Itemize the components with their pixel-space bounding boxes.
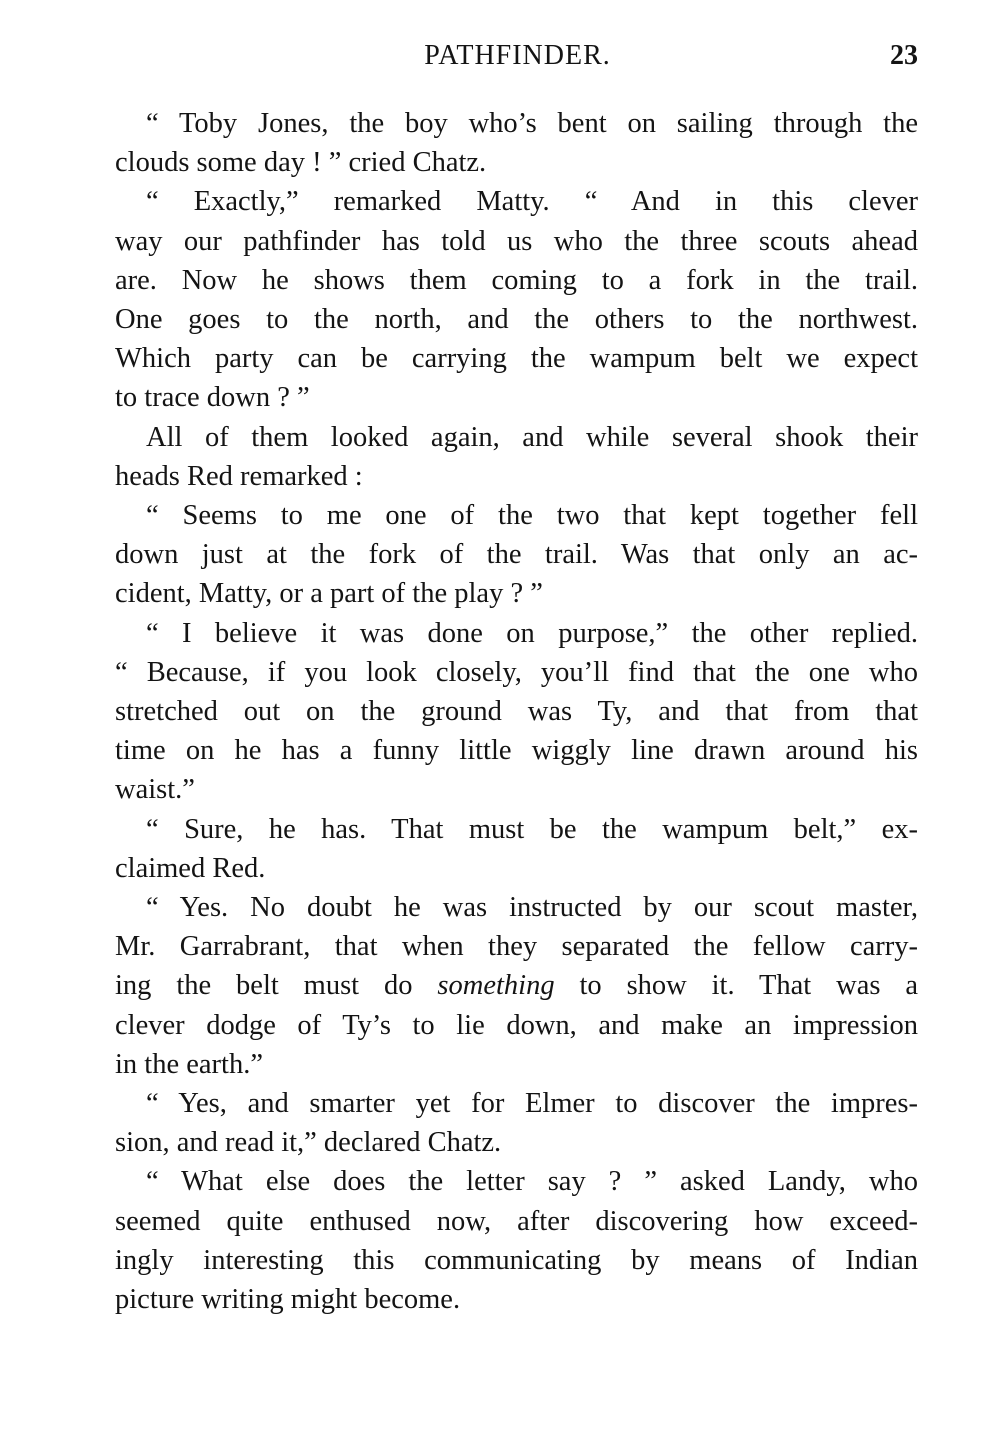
- paragraph: [115, 614, 918, 810]
- text-line: “ Because, if you look closely, you’ll find that the one who: [115, 656, 918, 688]
- text-line: claimed Red.: [115, 852, 266, 884]
- paragraph: [115, 1162, 918, 1319]
- running-title: PATHFINDER.: [424, 40, 611, 71]
- page-header: [115, 40, 920, 80]
- text-run: to show it. That was a: [554, 970, 918, 1002]
- text-line: heads Red remarked :: [115, 460, 363, 492]
- text-line: stretched out on the ground was Ty, and that from that: [115, 696, 918, 728]
- text-line: to trace down ? ”: [115, 382, 310, 414]
- text-line: time on he has a funny little wiggly line drawn around his: [115, 735, 918, 767]
- text-line: “ Yes. No doubt he was instructed by our scout master,: [146, 892, 918, 924]
- paragraph: [115, 496, 918, 614]
- text-line: Which party can be carrying the wampum belt we expect: [115, 343, 918, 375]
- paragraph: [115, 104, 918, 182]
- text-line: “ What else does the letter say ? ” asked Landy, who: [146, 1166, 918, 1198]
- text-line: in the earth.”: [115, 1048, 263, 1080]
- text-line: One goes to the north, and the others to the northwest.: [115, 304, 918, 336]
- text-line: “ Yes, and smarter yet for Elmer to discover the impres-: [146, 1088, 918, 1120]
- paragraph: [115, 418, 918, 496]
- text-line: waist.”: [115, 774, 195, 806]
- text-line: are. Now he shows them coming to a fork in the trail.: [115, 264, 918, 296]
- text-line: “ I believe it was done on purpose,” the other replied.: [146, 617, 918, 649]
- text-run: ing the belt must do: [115, 970, 438, 1002]
- text-line: ingly interesting this communicating by means of Indian: [115, 1244, 918, 1276]
- paragraph: [115, 1084, 918, 1162]
- text-line: way our pathfinder has told us who the three scouts ahead: [115, 225, 918, 257]
- body-text: [115, 104, 918, 1319]
- text-line: seemed quite enthused now, after discovering how exceed-: [115, 1205, 918, 1237]
- paragraph: [115, 810, 918, 888]
- italic-word: something: [437, 970, 555, 1002]
- page-number: 23: [890, 40, 918, 71]
- text-line: clever dodge of Ty’s to lie down, and make an impression: [115, 1009, 918, 1041]
- text-line: “ Toby Jones, the boy who’s bent on sailing through the: [146, 108, 918, 139]
- text-line: Mr. Garrabrant, that when they separated the fellow carry-: [115, 931, 918, 963]
- paragraph: [115, 888, 918, 1084]
- text-line: cident, Matty, or a part of the play ? ”: [115, 578, 543, 610]
- text-line: picture writing might become.: [115, 1284, 461, 1316]
- text-line: down just at the fork of the trail. Was that only an ac-: [115, 539, 918, 571]
- text-line: “ Exactly,” remarked Matty. “ And in this clever: [146, 186, 918, 218]
- text-line: “ Seems to me one of the two that kept together fell: [146, 500, 918, 532]
- text-line: sion, and read it,” declared Chatz.: [115, 1127, 502, 1159]
- text-line-with-italic: [115, 966, 918, 1005]
- text-line: “ Sure, he has. That must be the wampum belt,” ex-: [146, 813, 918, 845]
- paragraph: [115, 182, 918, 417]
- text-line: All of them looked again, and while several shook their: [146, 421, 918, 453]
- text-line: clouds some day ! ” cried Chatz.: [115, 147, 487, 179]
